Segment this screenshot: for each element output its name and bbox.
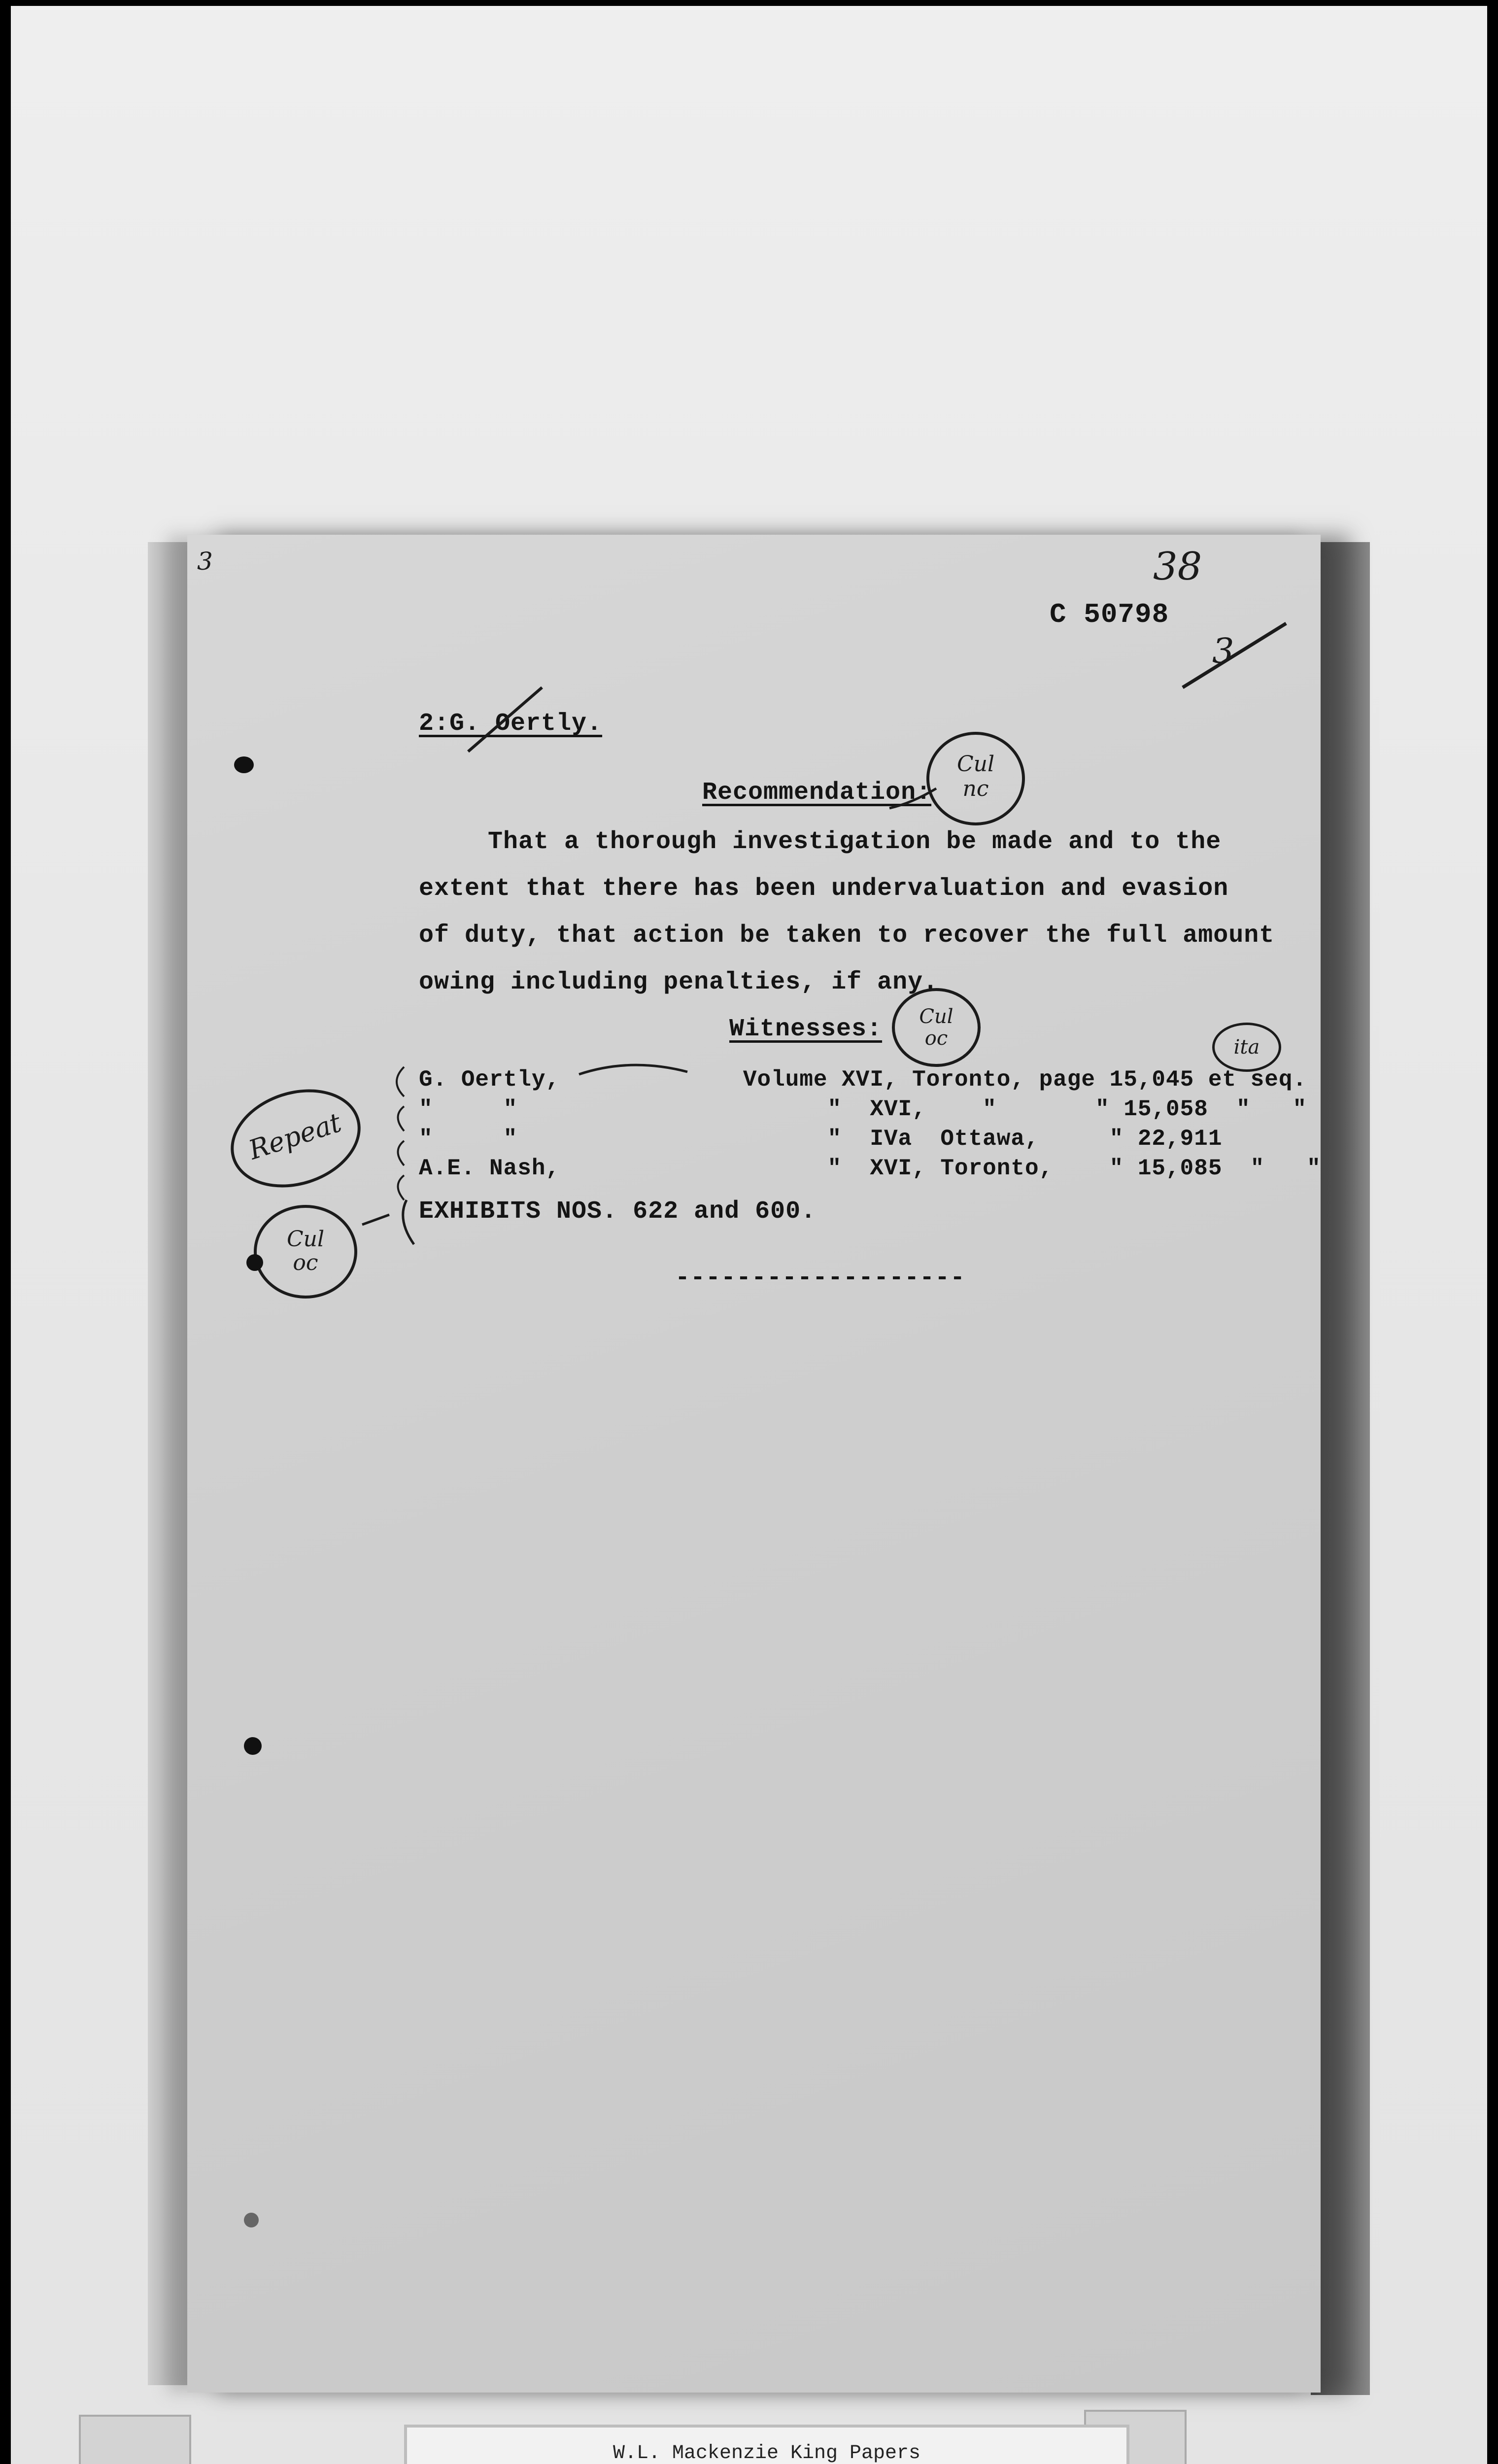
paragraph-line-2: extent that there has been undervaluation and evasion (419, 875, 1229, 903)
punch-hole-lower (244, 1737, 262, 1755)
arc-stroke-witness (577, 1060, 690, 1079)
punch-hole-middle (246, 1254, 263, 1271)
punch-hole-top (234, 756, 254, 773)
annotation-circle-witnesses: Cul oc (892, 988, 981, 1067)
annotation-circle-recommendation: Cul nc (926, 732, 1025, 825)
pointer-stroke-exhibits (360, 1195, 424, 1249)
collection-label-line-1: W.L. Mackenzie King Papers (613, 2442, 921, 2464)
punch-hole-bottom (244, 2213, 259, 2227)
document-heading: 2:G. Oertly. (419, 710, 603, 738)
paragraph-line-3: of duty, that action be taken to recover the full amount (419, 922, 1275, 950)
paragraph-line-1: That a thorough investigation be made and to the (488, 828, 1222, 856)
tape-left (79, 2415, 191, 2464)
page-number: 3 (1212, 631, 1234, 671)
document-page (187, 535, 1321, 2393)
annotation-circle-exhibits: Cul oc (254, 1205, 357, 1299)
annotation-circle-repeat: Repeat (218, 1073, 373, 1203)
pointer-stroke-recommendation (887, 784, 941, 813)
recommendation-heading: Recommendation: (702, 779, 932, 807)
paragraph-line-4: owing including penalties, if any. (419, 968, 939, 996)
witnesses-heading: Witnesses: (729, 1015, 883, 1043)
reference-code: C 50798 (1050, 599, 1169, 630)
folio-top-right: 38 (1153, 545, 1202, 589)
sheet-left-edge (148, 542, 192, 2385)
exhibits-line: EXHIBITS NOS. 622 and 600. (419, 1198, 817, 1226)
folio-top-left: 3 (197, 547, 213, 576)
horizontal-rule: ------------------- (675, 1264, 966, 1292)
witness-row-1: G. Oertly, Volume XVI, Toronto, page 15,045 et seq. (419, 1067, 1307, 1093)
strike-mark-heading (463, 683, 547, 756)
witness-row-4: A.E. Nash, " XVI, Toronto, " 15,085 " " (419, 1156, 1321, 1181)
annotation-circle-margin: ita (1212, 1023, 1281, 1072)
collection-label (404, 2425, 1129, 2464)
strike-mark-page-number (1178, 614, 1291, 692)
witness-row-2: " " " XVI, " " 15,058 " " (419, 1096, 1307, 1122)
witness-row-3: " " " IVa Ottawa, " 22,911 (419, 1126, 1223, 1152)
margin-braces (384, 1062, 414, 1205)
